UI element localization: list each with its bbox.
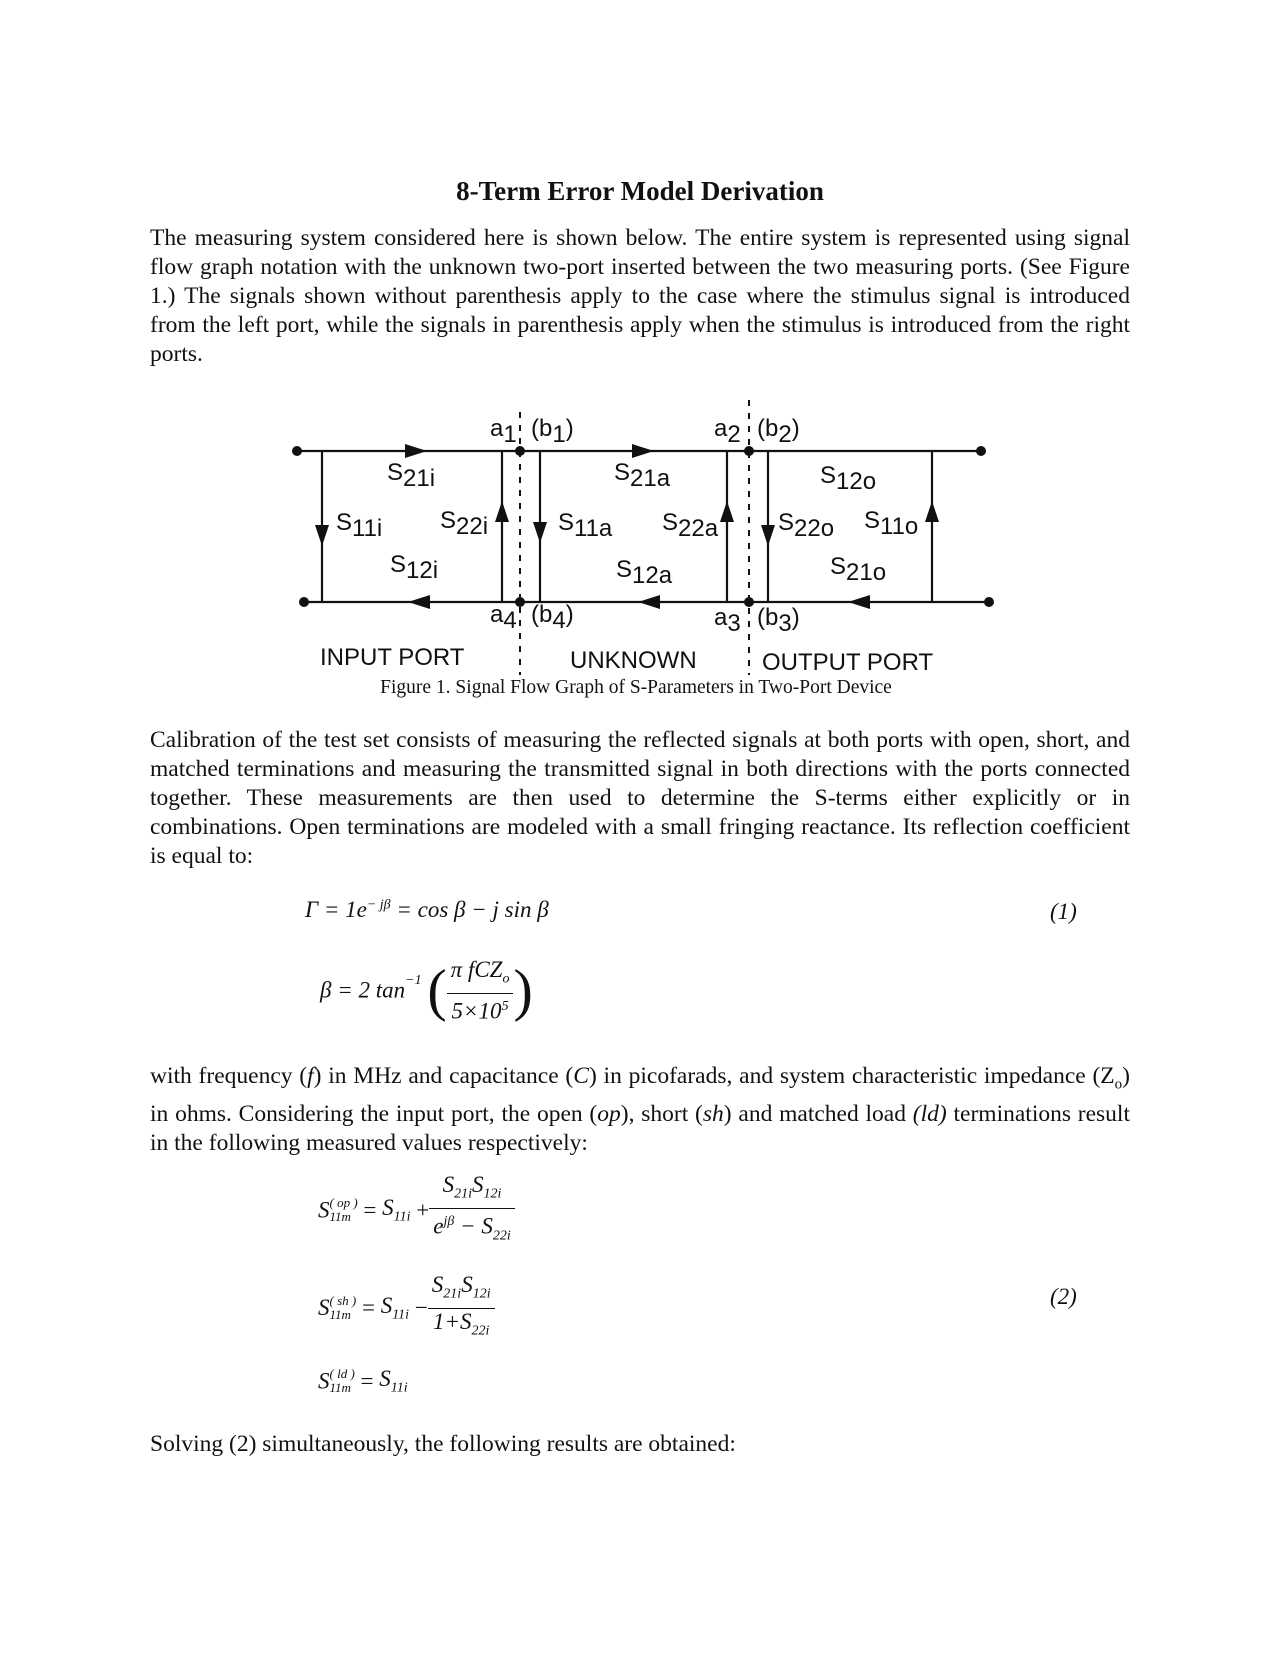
node-a1: a1 [490, 415, 517, 448]
node-b3: (b3) [757, 604, 800, 637]
label-s11o: S11o [864, 507, 919, 540]
label-s12a: S12a [616, 556, 673, 589]
equation-2-number: (2) [1050, 1284, 1077, 1309]
equation-1-beta: β = 2 $\tan^{-1}$ ( $\frac{\pi fCZ_o}{5\times 10^5}$ ) [320, 957, 533, 1024]
label-input-port: INPUT PORT [320, 644, 465, 671]
label-s11i: S11i [336, 509, 383, 542]
node-b1: (b1) [531, 415, 574, 448]
label-s11a: S11a [558, 509, 613, 542]
label-s21a: S21a [614, 459, 671, 492]
equation-1-number: (1) [1050, 899, 1077, 924]
label-s22o: S22o [778, 509, 835, 542]
units-paragraph: with frequency (f) in MHz and capacitance (C) in picofarads, and system characteristic impedance $(Z_o)$ in ohms. Considering the input port, the open (op), short (sh) and matched load (ld) terminations result in the following measured values respectively: [150, 1063, 1130, 1156]
node-b2: (b2) [757, 415, 800, 448]
node-a4: a4 [490, 601, 517, 634]
solving-paragraph: Solving (2) simultaneously, the following results are obtained: [150, 1431, 736, 1457]
signal-flow-graph [0, 390, 1280, 680]
intro-paragraph: The measuring system considered here is shown below. The entire system is represented using signal flow graph notation with the unknown two-port inserted between the two measuring ports. (See Figure 1.) The signals shown without parenthesis apply to the case where the stimulus signal is introduced from the left port, while the signals in parenthesis apply when the stimulus is introduced from the right ports. [150, 225, 1130, 367]
equation-2-load: S ( ld ) 11m = $S_{11i}$ [318, 1366, 408, 1396]
equation-2-open: S ( op ) 11m = $S_{11i}$ + $\frac{S_{21i}S_{12i}}{e^{j\beta} - S_{22i}}$ [318, 1172, 515, 1249]
equation-2-short: S ( sh ) 11m = $S_{11i}$ − $\frac{S_{21i}S_{12i}}{1+S_{22i}}$ [318, 1272, 495, 1344]
calibration-paragraph: Calibration of the test set consists of measuring the reflected signals at both ports with open, short, and matched terminations and measuring the transmitted signal in both directions with the ports connected together. These measurements are then used to determine the S-terms either explicitly or in combinations. Open terminations are modeled with a small fringing reactance. Its reflection coefficient is equal to: [150, 727, 1130, 869]
label-output-port: OUTPUT PORT [762, 649, 934, 676]
page-title: 8-Term Error Model Derivation [456, 176, 824, 206]
label-s22a: S22a [662, 509, 719, 542]
label-unknown: UNKNOWN [570, 647, 697, 674]
label-s21o: S21o [830, 553, 887, 586]
figure-caption: Figure 1. Signal Flow Graph of S-Parameters in Two-Port Device [380, 677, 892, 698]
label-s12i: S12i [390, 551, 439, 584]
label-s22i: S22i [440, 507, 489, 540]
node-a2: a2 [714, 415, 741, 448]
node-a3: a3 [714, 604, 741, 637]
equation-1-gamma: $\Gamma = 1e^{- j\beta} = \cos \beta - j$ sin β [305, 897, 549, 922]
label-s21i: S21i [387, 459, 436, 492]
node-b4: (b4) [531, 601, 574, 634]
label-s12o: S12o [820, 462, 877, 495]
